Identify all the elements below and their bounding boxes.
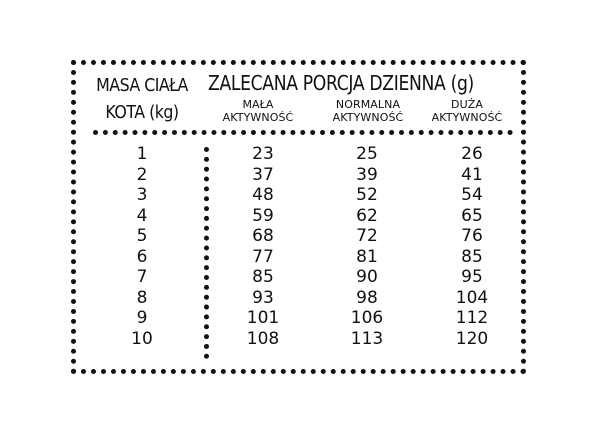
normal-activity-column	[327, 144, 407, 349]
high-activity-cell: 120	[455, 328, 489, 349]
high-activity-column	[432, 144, 512, 349]
low-activity-cell: 37	[252, 164, 274, 185]
low-activity-cell: 68	[252, 226, 274, 246]
normal-activity-cell: 62	[356, 205, 378, 226]
body-mass-header-line2: KOTA (kg)	[105, 102, 179, 123]
high-activity-header	[412, 98, 522, 124]
normal-activity-cell: 113	[350, 328, 384, 349]
high-activity-cell: 95	[461, 267, 483, 287]
high-activity-cell: 41	[461, 164, 483, 185]
low-activity-cell: 101	[246, 308, 280, 328]
low-activity-header-line1: MAŁA	[242, 98, 274, 111]
body-mass-cell: 4	[136, 205, 148, 226]
high-activity-cell: 54	[461, 185, 483, 205]
high-activity-cell: 65	[461, 205, 483, 226]
low-activity-cell: 85	[252, 267, 274, 287]
low-activity-cell: 48	[252, 185, 274, 205]
normal-activity-cell: 81	[356, 246, 378, 267]
normal-activity-cell: 98	[356, 287, 378, 308]
low-activity-cell: 77	[252, 246, 274, 267]
column-divider	[204, 147, 209, 359]
normal-activity-cell: 72	[356, 226, 378, 246]
low-activity-header-line2: AKTYWNOŚĆ	[222, 111, 294, 124]
normal-activity-cell: 52	[356, 185, 378, 205]
low-activity-cell: 108	[246, 328, 280, 349]
high-activity-cell: 104	[455, 287, 489, 308]
body-mass-cell: 1	[136, 144, 148, 164]
daily-portion-title: ZALECANA PORCJA DZIENNA (g)	[208, 71, 474, 95]
normal-activity-header	[313, 98, 423, 124]
high-activity-cell: 26	[461, 144, 483, 164]
high-activity-cell: 112	[455, 308, 489, 328]
body-mass-cell: 8	[136, 287, 148, 308]
low-activity-header	[203, 98, 313, 124]
high-activity-header-line1: DUŻA	[451, 98, 483, 111]
normal-activity-header-line1: NORMALNA	[335, 98, 401, 111]
normal-activity-cell: 25	[356, 144, 378, 164]
low-activity-cell: 93	[252, 287, 274, 308]
body-mass-cell: 5	[136, 226, 148, 246]
body-mass-cell: 6	[136, 246, 148, 267]
body-mass-cell: 7	[136, 267, 148, 287]
high-activity-cell: 85	[461, 246, 483, 267]
body-mass-cell: 10	[131, 328, 153, 349]
high-activity-header-line2: AKTYWNOŚĆ	[431, 111, 503, 124]
low-activity-cell: 59	[252, 205, 274, 226]
body-mass-header-line1: MASA CIAŁA	[96, 75, 188, 96]
normal-activity-cell: 90	[356, 267, 378, 287]
normal-activity-cell: 39	[356, 164, 378, 185]
body-mass-column	[102, 144, 182, 349]
low-activity-column	[223, 144, 303, 349]
body-mass-cell: 9	[136, 308, 148, 328]
high-activity-cell: 76	[461, 226, 483, 246]
low-activity-cell: 23	[252, 144, 274, 164]
normal-activity-cell: 106	[350, 308, 384, 328]
body-mass-cell: 3	[136, 185, 148, 205]
body-mass-header	[89, 72, 195, 126]
header-divider	[93, 130, 513, 135]
normal-activity-header-line2: AKTYWNOŚĆ	[332, 111, 404, 124]
body-mass-cell: 2	[136, 164, 148, 185]
